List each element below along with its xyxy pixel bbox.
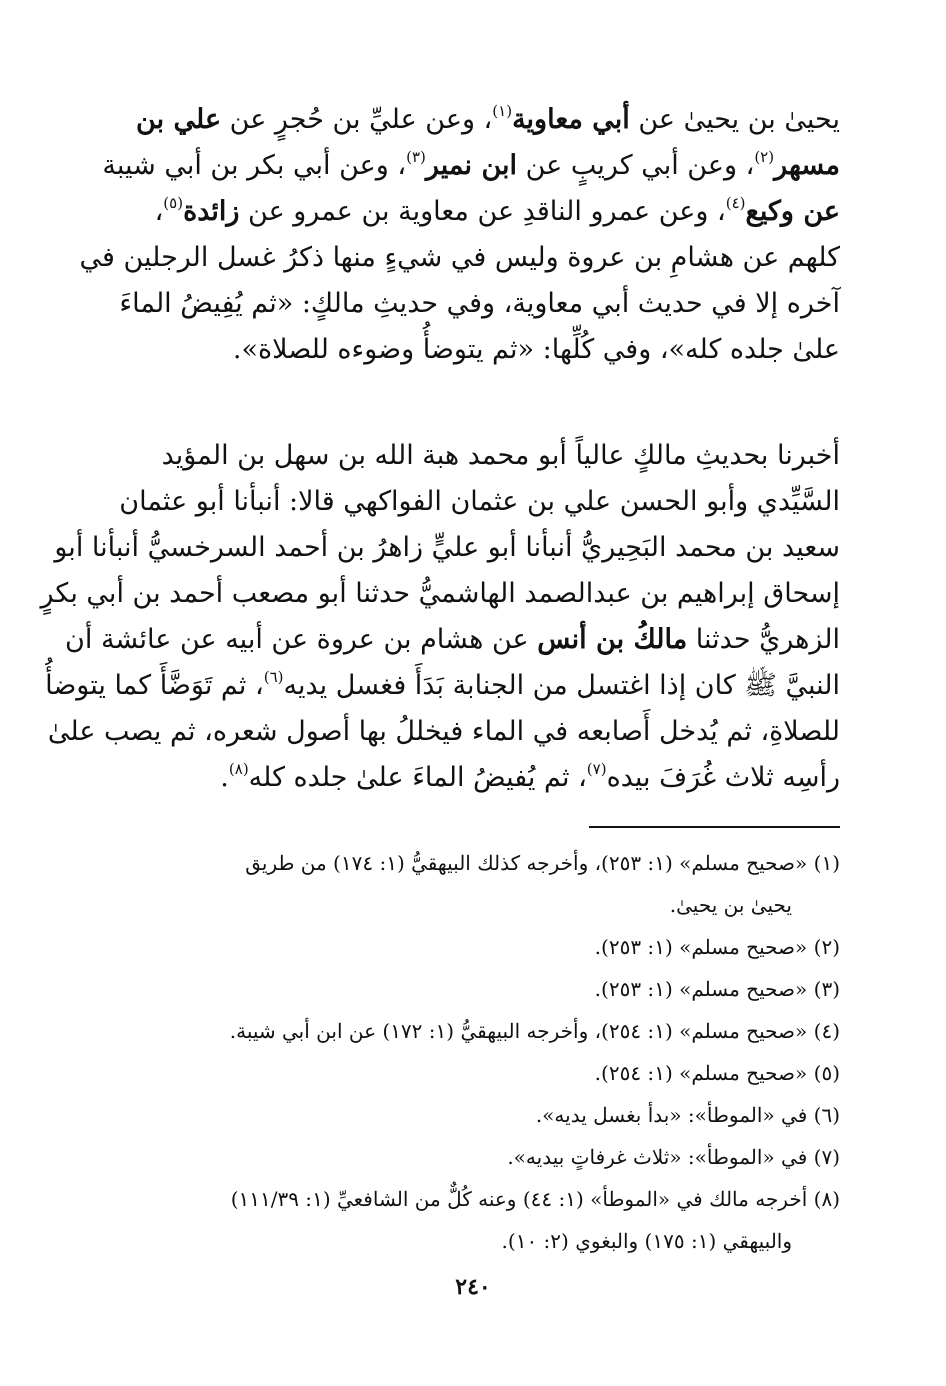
footnote-ref[interactable]: (٤) <box>725 194 746 212</box>
footnote-2: (٢) «صحيح مسلم» (١: ٢٥٣). <box>594 935 840 959</box>
text-line: للصلاةِ، ثم يُدخل أَصابعه في الماء فيخللُ بها أصول شعره، ثم يصب علىٰ <box>47 716 840 747</box>
footnote-7: (٧) في «الموطأ»: «ثلاث غرفاتٍ بيديه». <box>507 1145 840 1169</box>
footnote-ref[interactable]: (٥) <box>163 194 184 212</box>
footnote-8-continuation: والبيهقي (١: ١٧٥) والبغوي (٢: ١٠). <box>501 1229 792 1253</box>
footnote-number: (٨) <box>813 1187 840 1211</box>
text-line: آخره إلا في حديث أبي معاوية، وفي حديثِ مالكٍ: «ثم يُفِيضُ الماءَ <box>119 288 840 319</box>
narrator-name: مالكُ بن أنس <box>537 624 688 655</box>
footnote-1: (١) «صحيح مسلم» (١: ٢٥٣)، وأخرجه كذلك البيهقيُّ (١: ١٧٤) من طريق <box>245 851 840 875</box>
text-line: إسحاق إبراهيم بن عبدالصمد الهاشميُّ حدثنا أبو مصعب أحمد بن أبي بكرٍ <box>40 578 840 609</box>
footnotes <box>96 842 840 1262</box>
footnote-number: (٢) <box>813 935 840 959</box>
narrator-name: أبي معاوية <box>512 104 630 135</box>
text-line: علىٰ جلده كله»، وفي كُلِّها: «ثم يتوضأُ وضوءه للصلاة». <box>232 334 840 365</box>
footnote-number: (٧) <box>813 1145 840 1169</box>
footnote-ref[interactable]: (٧) <box>586 760 607 778</box>
text-line: يحيىٰ بن يحيىٰ عن أبي معاوية$^{(١)}$، وعن عليِّ بن حُجرٍ عن علي بن <box>136 102 840 135</box>
footnote-ref[interactable]: (٢) <box>754 148 775 166</box>
footnote-ref[interactable]: (١) <box>492 102 513 120</box>
footnote-number: (٣) <box>813 977 840 1001</box>
footnote-1-continuation: يحيىٰ بن يحيىٰ. <box>669 893 792 917</box>
text-line: أخبرنا بحديثِ مالكٍ عالياً أبو محمد هبة الله بن سهل بن المؤيد <box>161 440 840 471</box>
footnote-3: (٣) «صحيح مسلم» (١: ٢٥٣). <box>594 977 840 1001</box>
main-paragraph-1 <box>79 97 840 373</box>
text-line: النبيَّ ﷺ كان إذا اغتسل من الجنابة بَدَأَ فغسل يديه$^{(٦)}$، ثم تَوَضَّأَ كما يتوضأُ <box>45 668 840 701</box>
footnote-8: (٨) أخرجه مالك في «الموطأ» (١: ٤٤) وعنه كُلٌّ من الشافعيِّ (١: ١١١/٣٩) <box>230 1187 840 1211</box>
narrator-name: ابن نمير <box>425 150 518 181</box>
text-line: رأسِه ثلاث غُرَفَ بيده$^{(٧)}$، ثم يُفيضُ الماءَ علىٰ جلده كله$^{(٨)}$. <box>220 760 840 793</box>
footnote-ref[interactable]: (٦) <box>263 668 284 686</box>
footnote-ref[interactable]: (٣) <box>406 148 426 166</box>
footnote-number: (٤) <box>813 1019 840 1043</box>
narrator-name: عن وكيع <box>745 196 840 227</box>
narrator-name: زائدة <box>183 196 240 227</box>
text-line: السَّيِّدي وأبو الحسن علي بن عثمان الفواكهي قالا: أنبأنا أبو عثمان <box>119 486 840 517</box>
text-line: الزهريُّ حدثنا مالكُ بن أنس عن هشام بن عروة عن أبيه عن عائشة أن <box>65 624 840 655</box>
main-paragraph-2 <box>40 433 840 801</box>
text-line: سعيد بن محمد البَحِيريُّ أنبأنا أبو عليٍّ زاهرُ بن أحمد السرخسيُّ أنبأنا أبو <box>54 532 840 563</box>
narrator-name: مسهر <box>774 150 840 181</box>
text-line: عن وكيع$^{(٤)}$، وعن عمرو الناقدِ عن معاوية بن عمرو عن زائدة$^{(٥)}$، <box>154 194 840 227</box>
footnote-separator <box>589 826 840 828</box>
footnote-ref[interactable]: (٨) <box>228 760 249 778</box>
footnote-number: (٥) <box>813 1061 840 1085</box>
footnote-4: (٤) «صحيح مسلم» (١: ٢٥٤)، وأخرجه البيهقيُّ (١: ١٧٢) عن ابن أبي شيبة. <box>229 1019 840 1043</box>
page-number: ٢٤٠ <box>455 1274 491 1300</box>
footnote-number: (٦) <box>813 1103 840 1127</box>
text-line: مسهر$^{(٢)}$، وعن أبي كريبٍ عن ابن نمير$^{(٣)}$، وعن أبي بكر بن أبي شيبة <box>102 148 840 181</box>
text-line: كلهم عن هشامِ بن عروة وليس في شيءٍ منها ذكرُ غسل الرجلين في <box>79 242 840 273</box>
footnote-6: (٦) في «الموطأ»: «بدأ بغسل يديه». <box>535 1103 840 1127</box>
footnote-number: (١) <box>813 851 840 875</box>
narrator-name: علي بن <box>136 104 222 135</box>
footnote-5: (٥) «صحيح مسلم» (١: ٢٥٤). <box>594 1061 840 1085</box>
